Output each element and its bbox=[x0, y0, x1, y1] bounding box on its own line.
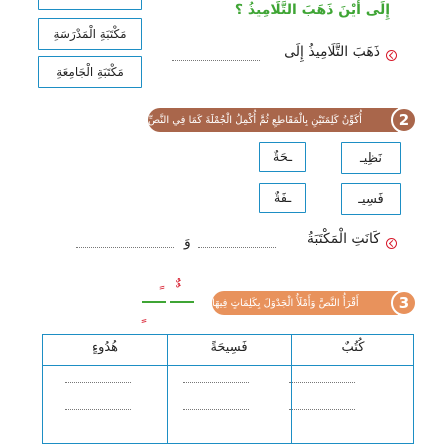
green-stroke bbox=[142, 301, 166, 303]
answer-prefix: ذَهَبَ التَّلَامِيذُ إِلَى bbox=[284, 44, 380, 60]
section-2-number-badge bbox=[391, 107, 417, 133]
sentence-blank-1[interactable] bbox=[198, 247, 276, 248]
words-table bbox=[42, 334, 414, 444]
syllable-box-top-right bbox=[341, 142, 401, 174]
bullet-icon bbox=[386, 238, 397, 249]
section-2-instruction: أُكَوِّنُ كَلِمَتَيْنِ بِالْمَقَاطِعِ ثُمَّ أُكْمِلُ الْجُمْلَةَ كَمَا فِي النَّصِّ bbox=[148, 114, 362, 126]
table-blank[interactable] bbox=[65, 382, 131, 383]
section-3-instruction: أَقْرَأُ النَّصَّ وَأَمْلَأُ الْجَدْوَلَ بِكَلِمَاتٍ فِيهَا bbox=[212, 297, 359, 309]
green-stroke bbox=[170, 301, 194, 303]
question-text: إِلَى أَيْنَ ذَهَبَ التَّلَامِيذُ ؟ bbox=[234, 2, 390, 18]
table-header-fasihatan: فَسِيحَةً bbox=[210, 340, 248, 355]
choice-box-top bbox=[38, 0, 142, 10]
sentence-conjunction: وَ bbox=[184, 234, 191, 250]
choice-text: مَكْتَبَةِ الْجَامِعَةِ bbox=[56, 65, 124, 79]
syllable-text: فَسِيـ bbox=[358, 191, 384, 207]
table-header-hudu-in: هُدُوءٍ bbox=[91, 340, 119, 355]
section-3-banner bbox=[212, 291, 398, 315]
section-2-number: 2 bbox=[398, 111, 410, 129]
table-header-kutubun: كُتُبٌ bbox=[341, 340, 365, 355]
mark-dammatan: ٌ ٌ bbox=[176, 282, 181, 301]
syllable-text: ـحَةٌ bbox=[272, 149, 293, 165]
syllable-box-top-left bbox=[259, 142, 306, 172]
section-3-number-badge bbox=[391, 290, 417, 316]
choice-text: مَكْتَبَةِ الْمَدْرَسَةِ bbox=[53, 27, 127, 41]
sentence-blank-2[interactable] bbox=[76, 247, 174, 248]
syllable-box-bottom-left bbox=[259, 183, 306, 213]
table-blank[interactable] bbox=[289, 382, 355, 383]
section-3-number: 3 bbox=[398, 294, 410, 312]
table-blank[interactable] bbox=[183, 382, 249, 383]
table-header-divider bbox=[43, 365, 413, 366]
sentence-start: كَانَتِ الْمَكْتَبَةُ bbox=[307, 231, 380, 247]
answer-blank[interactable] bbox=[172, 60, 260, 61]
bullet-icon bbox=[386, 50, 397, 61]
choice-box-university-library bbox=[38, 56, 142, 88]
section-2-banner bbox=[148, 108, 398, 132]
syllable-text: ـفَةٌ bbox=[273, 190, 292, 206]
table-blank[interactable] bbox=[183, 409, 249, 410]
syllable-text: نَظِيـ bbox=[359, 150, 382, 166]
choice-box-school-library bbox=[38, 18, 142, 50]
table-blank[interactable] bbox=[289, 409, 355, 410]
table-blank[interactable] bbox=[65, 409, 131, 410]
syllable-box-bottom-right bbox=[341, 183, 401, 215]
